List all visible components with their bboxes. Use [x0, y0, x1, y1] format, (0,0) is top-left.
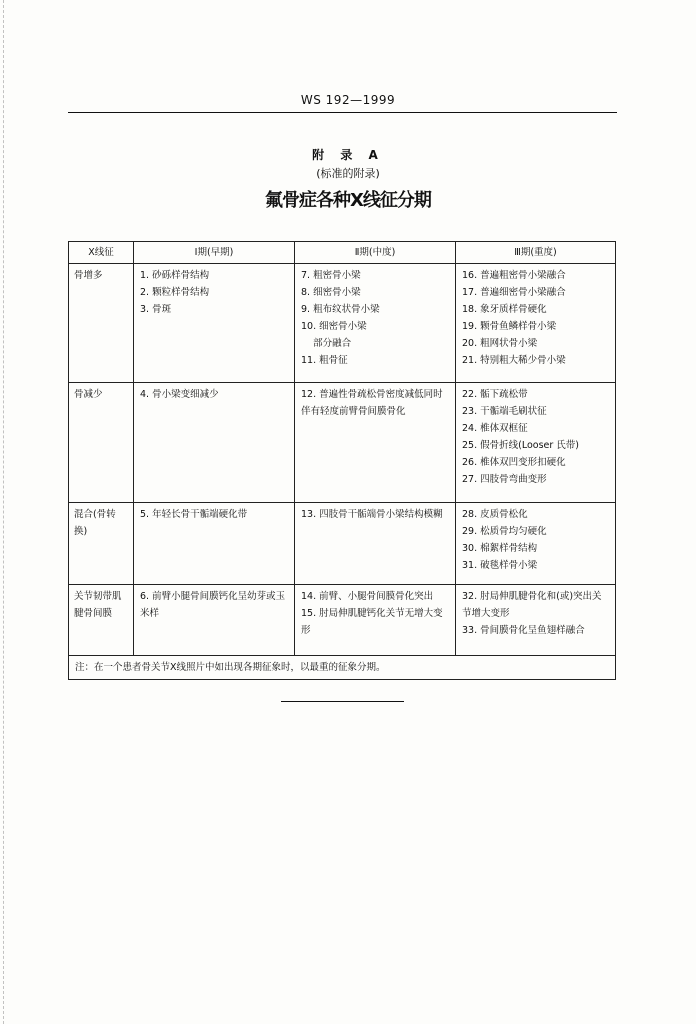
list-item: 11. 粗骨征: [301, 355, 348, 366]
stage-3-cell: [456, 383, 616, 503]
list-item: 27. 四肢骨弯曲变形: [462, 474, 547, 485]
column-header-stage-3: Ⅲ期(重度): [456, 242, 616, 264]
list-item: 10. 细密骨小梁: [301, 321, 367, 332]
list-item: 6. 前臂小腿骨间膜钙化呈幼芽或玉米样: [140, 591, 286, 619]
stage-1-cell: [134, 503, 295, 585]
row-category: 骨减少: [69, 383, 134, 503]
end-rule: [281, 701, 404, 702]
list-item: 29. 松质骨均匀硬化: [462, 526, 547, 537]
stage-2-cell: [295, 264, 456, 383]
column-header-xray-sign: X线征: [69, 242, 134, 264]
list-item: 14. 前臂、小腿骨间膜骨化突出: [301, 591, 434, 602]
list-item: 23. 干骺端毛刷状征: [462, 406, 547, 417]
table-note-row: [69, 656, 616, 680]
list-item: 15. 肘局伸肌腱钙化关节无增大变形: [301, 608, 443, 636]
table-note: 注：在一个患者骨关节X线照片中如出现各期征象时，以最重的征象分期。: [69, 656, 616, 680]
list-item: 28. 皮质骨松化: [462, 509, 528, 520]
column-header-stage-2: Ⅱ期(中度): [295, 242, 456, 264]
stage-3-cell: [456, 585, 616, 656]
list-item: 31. 破毯样骨小梁: [462, 560, 538, 571]
stage-2-cell: [295, 585, 456, 656]
list-item: 22. 骺下疏松带: [462, 389, 528, 400]
stage-3-cell: [456, 264, 616, 383]
stage-2-cell: [295, 383, 456, 503]
list-item: 25. 假骨折线(Looser 氏带): [462, 440, 580, 451]
list-item: 20. 粗网状骨小梁: [462, 338, 538, 349]
row-category: 骨增多: [69, 264, 134, 383]
list-item: 26. 椎体双凹变形扣硬化: [462, 457, 566, 468]
list-item: 3. 骨斑: [140, 304, 172, 315]
stage-1-cell: [134, 585, 295, 656]
stage-table: [68, 241, 616, 680]
stage-1-cell: [134, 264, 295, 383]
list-item: 19. 颗骨鱼鳞样骨小梁: [462, 321, 557, 332]
list-item: 16. 普遍粗密骨小梁融合: [462, 270, 566, 281]
list-item: 21. 特别粗大稀少骨小梁: [462, 355, 566, 366]
standard-code: WS 192—1999: [300, 93, 396, 107]
table-row: [69, 585, 616, 656]
table-row: [69, 383, 616, 503]
stage-2-cell: [295, 503, 456, 585]
list-item: 13. 四肢骨干骺端骨小梁结构模糊: [301, 509, 443, 520]
list-item: 32. 肘局伸肌腱骨化和(或)突出关节增大变形: [462, 591, 602, 619]
list-item: 2. 颗粒样骨结构: [140, 287, 210, 298]
list-item: 24. 椎体双框征: [462, 423, 528, 434]
stage-3-cell: [456, 503, 616, 585]
appendix-subtitle: (标准的附录): [316, 167, 380, 180]
list-item: 33. 骨间膜骨化呈鱼翅样融合: [462, 625, 585, 636]
table-row: [69, 264, 616, 383]
list-item: 部分融合: [301, 338, 352, 349]
list-item: 5. 年轻长骨干骺端硬化带: [140, 509, 248, 520]
list-item: 17. 普遍细密骨小梁融合: [462, 287, 566, 298]
list-item: 1. 砂砾样骨结构: [140, 270, 210, 281]
row-category: 混合(骨转换): [69, 503, 134, 585]
list-item: 9. 粗布纹状骨小梁: [301, 304, 380, 315]
table-row: [69, 503, 616, 585]
list-item: 8. 细密骨小梁: [301, 287, 361, 298]
list-item: 12. 普遍性骨疏松骨密度减低同时伴有轻度前臂骨间膜骨化: [301, 389, 443, 417]
table-header-row: [69, 242, 616, 264]
appendix-title: 附 录 A: [312, 148, 384, 162]
list-item: 7. 粗密骨小梁: [301, 270, 361, 281]
column-header-stage-1: Ⅰ期(早期): [134, 242, 295, 264]
list-item: 18. 象牙质样骨硬化: [462, 304, 547, 315]
stage-1-cell: [134, 383, 295, 503]
list-item: 4. 骨小梁变细减少: [140, 389, 219, 400]
header-rule: [68, 112, 617, 113]
list-item: 30. 棉絮样骨结构: [462, 543, 538, 554]
document-title: 氟骨症各种X线征分期: [265, 190, 431, 211]
row-category: 关节韧带肌腱骨间膜: [69, 585, 134, 656]
